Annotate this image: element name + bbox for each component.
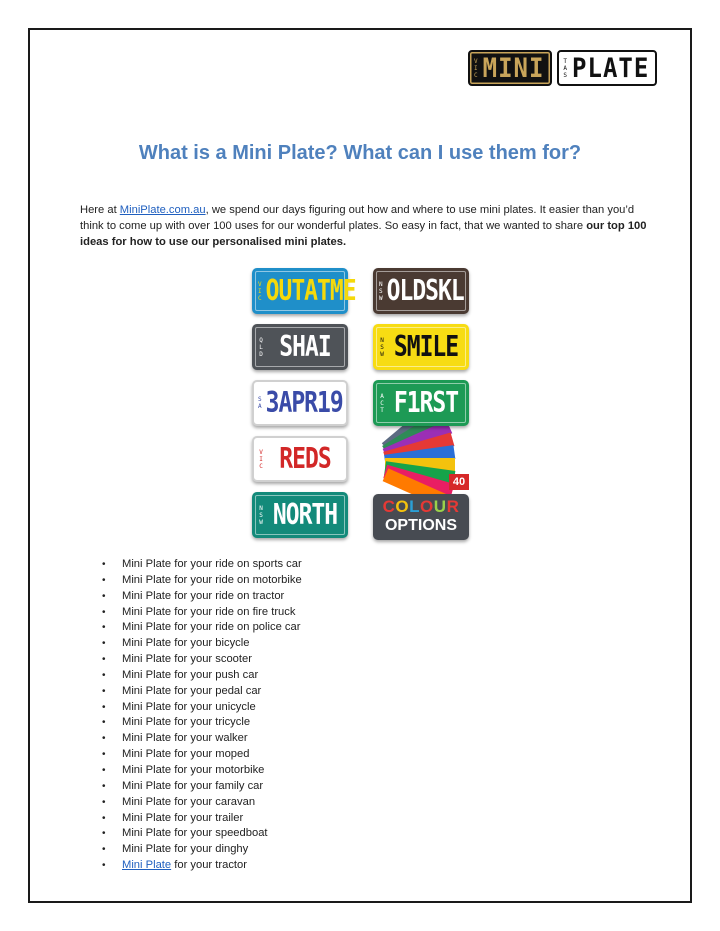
bullet-icon: • (102, 780, 106, 792)
mini-plate-link[interactable]: Mini Plate (122, 859, 172, 872)
logo-mini-block (468, 50, 552, 86)
list-item: • Mini Plate for your tractor (102, 858, 302, 874)
bullet-icon: • (102, 701, 106, 713)
list-item: • Mini Plate for your walker (102, 731, 302, 747)
bullet-icon: • (102, 749, 106, 761)
bullet-icon: • (102, 559, 106, 570)
colour-word: COLOUR (382, 497, 460, 516)
list-item: • Mini Plate for your bicycle (102, 636, 302, 652)
list-item: • Mini Plate for your pedal car (102, 684, 302, 700)
list-item: • Mini Plate for your trailer (102, 811, 302, 827)
logo-mini-text: MINI (482, 52, 545, 84)
logo-plate-text: PLATE (572, 52, 650, 84)
list-item: • Mini Plate for your ride on sports car (102, 557, 302, 573)
bullet-icon: • (102, 717, 106, 729)
logo-state-letters (563, 58, 567, 79)
intro-text: Here at (80, 204, 120, 216)
plate-state-letters: V I C (259, 448, 263, 470)
plate-state-letters: V I C (258, 280, 262, 302)
list-item: • Mini Plate for your scooter (102, 652, 302, 668)
list-item: • Mini Plate for your speedboat (102, 826, 302, 842)
state-letter: V (474, 57, 478, 65)
plate-state-letters: N S W (259, 504, 263, 526)
plate-text: SMILE (393, 330, 459, 364)
list-item: • Mini Plate for your motorbike (102, 763, 302, 779)
plate-state-letters: S A (258, 396, 262, 410)
plate-text: SHAI (279, 330, 331, 364)
state-letter: S (563, 71, 568, 79)
plate-text: OUTATME (265, 274, 356, 308)
colour-options-plate (373, 494, 469, 540)
state-letter: T (563, 57, 568, 65)
bullet-icon: • (102, 622, 106, 634)
plate-text: NORTH (272, 498, 338, 532)
bullet-icon: • (102, 638, 106, 650)
options-word: OPTIONS (384, 517, 457, 534)
bullet-icon: • (102, 654, 106, 666)
plate-text: 3APR19 (265, 386, 343, 420)
plate-state-letters: N S W (380, 336, 384, 358)
list-item: • Mini Plate for your unicycle (102, 700, 302, 716)
document-page (28, 28, 692, 903)
list-item: • Mini Plate for your ride on motorbike (102, 573, 302, 589)
list-item: • Mini Plate for your ride on police car (102, 620, 302, 636)
colour-options-card (373, 428, 469, 540)
example-plates-image (252, 268, 472, 540)
colour-count-badge: 40 (449, 474, 469, 490)
bullet-icon: • (102, 574, 106, 586)
bullet-icon: • (102, 590, 106, 602)
plate-text: OLDSKL (386, 274, 464, 308)
bullet-icon: • (102, 796, 106, 808)
list-item: • Mini Plate for your ride on fire truck (102, 605, 302, 621)
bullet-icon: • (102, 685, 106, 697)
bullet-icon: • (102, 860, 106, 872)
plate-north (252, 492, 348, 538)
plate-state-letters: A C T (380, 392, 384, 414)
plate-state-letters: Q L D (259, 336, 263, 358)
list-item: • Mini Plate for your family car (102, 779, 302, 795)
state-letter: C (474, 71, 478, 79)
plate-3apr19 (252, 380, 348, 426)
intro-paragraph (80, 202, 650, 250)
bullet-icon: • (102, 828, 106, 840)
plate-outatme (252, 268, 356, 314)
plate-text: REDS (279, 442, 331, 476)
state-letter: A (563, 64, 568, 72)
logo-state-letters (474, 58, 478, 79)
page-title: What is a Mini Plate? What can I use them for? (138, 142, 582, 164)
state-letter: I (474, 64, 478, 72)
bullet-icon: • (102, 844, 106, 856)
plate-smile (373, 324, 469, 370)
bullet-icon: • (102, 764, 106, 776)
bullet-icon: • (102, 733, 106, 745)
bullet-icon: • (102, 606, 106, 618)
list-item: • Mini Plate for your moped (102, 747, 302, 763)
mini-plate-logo[interactable] (468, 50, 657, 86)
list-item: • Mini Plate for your caravan (102, 795, 302, 811)
plate-shai (252, 324, 348, 370)
bullet-icon: • (102, 669, 106, 681)
list-item: • Mini Plate for your push car (102, 668, 302, 684)
list-item: • Mini Plate for your ride on tractor (102, 589, 302, 605)
plate-f1rst (373, 380, 469, 426)
plate-reds (252, 436, 348, 482)
intro-bold-text: our top 100 ideas for how to use our personalised mini plates. (80, 220, 647, 248)
list-item: • Mini Plate for your dinghy (102, 842, 302, 858)
logo-plate-block (557, 50, 657, 86)
uses-list (102, 557, 302, 874)
bullet-icon: • (102, 812, 106, 824)
plate-oldskl (373, 268, 469, 314)
plate-state-letters: N S W (379, 280, 383, 302)
list-item: • Mini Plate for your tricycle (102, 715, 302, 731)
plate-text: F1RST (393, 386, 459, 420)
miniplate-site-link[interactable]: MiniPlate.com.au (119, 204, 206, 216)
intro-text: , we spend our days figuring out how and where to use mini plates. It easier than you’d think to come up with over 100 uses for our wonderful plates. So easy in fact, that we wanted to share (80, 204, 635, 232)
